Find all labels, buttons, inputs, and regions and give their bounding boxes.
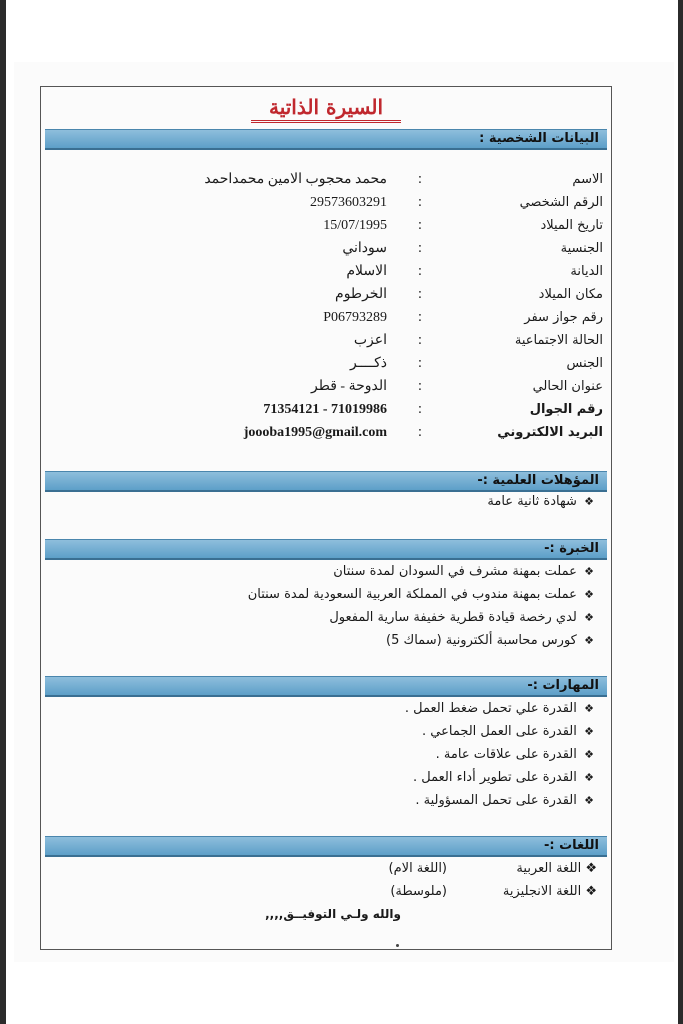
- experience-item: [41, 607, 597, 629]
- info-row-passport: [41, 307, 611, 329]
- info-row-birth-place: [41, 284, 611, 306]
- info-value: الاسلام: [346, 264, 387, 279]
- language-item: [41, 881, 597, 903]
- info-separator: :: [417, 379, 423, 394]
- section-bar-experience: الخبرة :-: [45, 539, 607, 560]
- scan-edge-right: [678, 0, 683, 1024]
- skill-item: [41, 767, 597, 789]
- closing-phrase: والله ولـي التوفيــق,,,,: [265, 907, 401, 921]
- info-separator: :: [417, 218, 423, 233]
- diamond-bullet-icon: ❖: [584, 771, 594, 784]
- info-label: الجنس: [566, 356, 603, 371]
- diamond-bullet-icon: ❖: [584, 725, 594, 738]
- info-separator: :: [417, 333, 423, 348]
- diamond-bullet-icon: ❖: [584, 748, 594, 761]
- info-value: 15/07/1995: [323, 218, 387, 233]
- info-label: رقم جواز سفر: [524, 310, 603, 325]
- info-value: ذكــــر: [349, 356, 387, 371]
- info-separator: :: [417, 287, 423, 302]
- info-label: رقم الجوال: [529, 402, 603, 417]
- info-value: joooba1995@gmail.com: [243, 425, 387, 440]
- info-separator: :: [417, 356, 423, 371]
- diamond-bullet-icon: ❖: [585, 861, 597, 876]
- info-label: البريد الالكتروني: [497, 425, 603, 440]
- info-value: 71019986 - 71354121: [263, 402, 387, 417]
- info-label: عنوان الحالي: [532, 379, 603, 394]
- info-row-personal-number: [41, 192, 611, 214]
- skill-item: [41, 721, 597, 743]
- info-row-religion: [41, 261, 611, 283]
- info-label: الديانة: [570, 264, 603, 279]
- diamond-bullet-icon: ❖: [584, 702, 594, 715]
- language-level: (ملوسطة): [390, 884, 447, 899]
- experience-text: عملت بمهنة مندوب في المملكة العربية السعودية لمدة سنتان: [247, 587, 577, 602]
- info-value: P06793289: [323, 310, 387, 325]
- cv-title: السيرة الذاتية: [41, 95, 611, 119]
- scan-edge-left: [0, 0, 6, 1024]
- skill-text: القدرة على العمل الجماعي .: [422, 724, 577, 739]
- info-value: اعزب: [353, 333, 387, 348]
- language-name: ❖ اللغة الانجليزية: [502, 884, 597, 899]
- experience-item: [41, 630, 597, 652]
- info-row-nationality: [41, 238, 611, 260]
- info-separator: :: [417, 195, 423, 210]
- info-row-name: [41, 169, 611, 191]
- skill-item: [41, 698, 597, 720]
- skill-text: القدرة على علاقات عامة .: [435, 747, 577, 762]
- diamond-bullet-icon: ❖: [584, 565, 594, 578]
- experience-item: [41, 584, 597, 606]
- info-value: 29573603291: [310, 195, 387, 210]
- info-row-gender: [41, 353, 611, 375]
- language-name: ❖ اللغة العربية: [516, 861, 597, 876]
- diamond-bullet-icon: ❖: [584, 611, 594, 624]
- diamond-bullet-icon: ❖: [584, 588, 594, 601]
- experience-text: لدي رخصة قيادة قطرية خفيفة سارية المفعول: [329, 610, 577, 625]
- info-value: سوداني: [342, 241, 387, 256]
- info-label: تاريخ الميلاد: [540, 218, 603, 233]
- qualification-item: [41, 491, 597, 513]
- qualification-text: شهادة ثانية عامة: [487, 494, 577, 509]
- info-row-marital-status: [41, 330, 611, 352]
- section-bar-qualifications: المؤهلات العلمية :-: [45, 471, 607, 492]
- scan-speck: [396, 944, 399, 947]
- skill-text: القدرة على تطوير أداء العمل .: [412, 770, 577, 785]
- skill-item: [41, 744, 597, 766]
- info-label: الرقم الشخصي: [519, 195, 603, 210]
- skill-item: [41, 790, 597, 812]
- info-separator: :: [417, 402, 423, 417]
- info-row-mobile: [41, 399, 611, 421]
- language-level: (اللغة الام): [388, 861, 447, 876]
- info-row-birth-date: [41, 215, 611, 237]
- diamond-bullet-icon: ❖: [584, 794, 594, 807]
- info-separator: :: [417, 241, 423, 256]
- experience-text: عملت بمهنة مشرف في السودان لمدة سنتان: [333, 564, 577, 579]
- diamond-bullet-icon: ❖: [584, 634, 594, 647]
- language-item: [41, 858, 597, 880]
- info-separator: :: [417, 425, 423, 440]
- info-separator: :: [417, 172, 423, 187]
- cv-document: [40, 86, 612, 950]
- experience-item: [41, 561, 597, 583]
- info-separator: :: [417, 264, 423, 279]
- experience-text: كورس محاسبة ألكترونية (سماك 5): [386, 633, 577, 648]
- info-value: الدوحة - قطر: [311, 379, 387, 394]
- diamond-bullet-icon: ❖: [584, 495, 594, 508]
- section-bar-skills: المهارات :-: [45, 676, 607, 697]
- skill-text: القدرة علي تحمل ضغط العمل .: [404, 701, 577, 716]
- info-separator: :: [417, 310, 423, 325]
- info-row-email: [41, 422, 611, 444]
- info-value: محمد محجوب الامين محمداحمد: [204, 172, 387, 187]
- info-row-address: [41, 376, 611, 398]
- section-bar-personal: البيانات الشخصية :: [45, 129, 607, 150]
- info-value: الخرطوم: [335, 287, 387, 302]
- skill-text: القدرة على تحمل المسؤولية .: [415, 793, 577, 808]
- section-bar-languages: اللغات :-: [45, 836, 607, 857]
- info-label: مكان الميلاد: [538, 287, 603, 302]
- diamond-bullet-icon: ❖: [585, 884, 597, 899]
- info-label: الحالة الاجتماعية: [514, 333, 603, 348]
- info-label: الاسم: [572, 172, 603, 187]
- info-label: الجنسية: [560, 241, 603, 256]
